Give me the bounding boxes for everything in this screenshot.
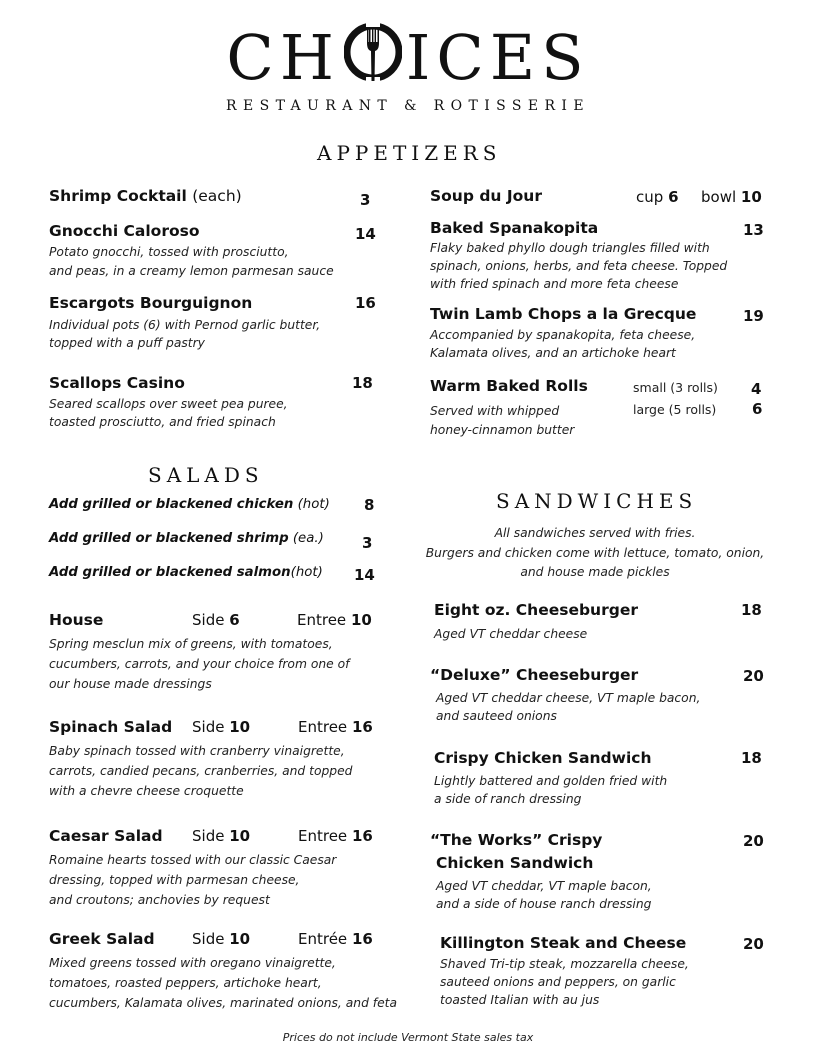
sandwiches-heading: SANDWICHES <box>496 489 698 513</box>
spanakopita-name: Baked Spanakopita <box>430 219 599 237</box>
deluxe-desc-1: Aged VT cheddar cheese, VT maple bacon, <box>436 691 701 705</box>
gnocchi-desc-1: Potato gnocchi, tossed with prosciutto, <box>49 245 289 259</box>
crispy-chicken-name: Crispy Chicken Sandwich <box>434 749 652 767</box>
soup-cup: cup 6 <box>636 188 679 206</box>
caesar-side: Side 10 <box>192 827 251 845</box>
soup-cup-price: 6 <box>668 188 679 206</box>
scallops-desc-2: toasted prosciutto, and fried spinach <box>49 415 276 429</box>
addon-salmon-price: 14 <box>354 566 375 584</box>
addon-shrimp: Add grilled or blackened shrimp (ea.) <box>49 531 324 546</box>
lamb-chops-desc-2: Kalamata olives, and an artichoke heart <box>430 346 676 360</box>
crispy-chicken-desc-1: Lightly battered and golden fried with <box>434 774 668 788</box>
steak-cheese-name: Killington Steak and Cheese <box>440 934 687 952</box>
logo-text-start: CH <box>226 21 340 94</box>
house-desc-1: Spring mesclun mix of greens, with tomatoes, <box>49 637 333 651</box>
tax-footnote: Prices do not include Vermont State sales tax <box>282 1031 534 1044</box>
sandwiches-intro-3: and house made pickles <box>520 565 670 579</box>
logo-text-end: ICES <box>405 21 590 94</box>
rolls-small-label: small (3 rolls) <box>633 380 718 395</box>
steak-cheese-desc-1: Shaved Tri-tip steak, mozzarella cheese, <box>440 957 689 971</box>
spinach-side-price: 10 <box>229 718 251 736</box>
salads-heading: SALADS <box>148 463 264 487</box>
house-side-price: 6 <box>229 611 240 629</box>
spanakopita-price: 13 <box>743 221 764 239</box>
scallops-desc-1: Seared scallops over sweet pea puree, <box>49 397 288 411</box>
crispy-chicken-price: 18 <box>741 749 762 767</box>
spinach-desc-1: Baby spinach tossed with cranberry vinaigrette, <box>49 744 345 758</box>
spanakopita-desc-2: spinach, onions, herbs, and feta cheese. Topped <box>430 259 728 273</box>
house-desc-3: our house made dressings <box>49 677 212 691</box>
greek-side-price: 10 <box>229 930 251 948</box>
deluxe-name: “Deluxe” Cheeseburger <box>430 666 639 684</box>
rolls-small-price: 4 <box>751 380 762 398</box>
cheeseburger-name: Eight oz. Cheeseburger <box>434 601 638 619</box>
lamb-chops-name: Twin Lamb Chops a la Grecque <box>430 305 697 323</box>
lamb-chops-price: 19 <box>743 307 764 325</box>
greek-side: Side 10 <box>192 930 251 948</box>
gnocchi-desc-2: and peas, in a creamy lemon parmesan sauce <box>49 264 334 278</box>
soup-name: Soup du Jour <box>430 187 542 205</box>
deluxe-price: 20 <box>743 667 764 685</box>
soup-bowl: bowl 10 <box>701 188 762 206</box>
scallops-price: 18 <box>352 374 373 392</box>
greek-desc-3: cucumbers, Kalamata olives, marinated onions, and feta <box>49 996 398 1010</box>
cheeseburger-price: 18 <box>741 601 762 619</box>
house-entree-price: 10 <box>350 611 372 629</box>
spinach-desc-2: carrots, candied pecans, cranberries, and topped <box>49 764 353 778</box>
caesar-entree: Entree 16 <box>298 827 373 845</box>
shrimp-cocktail-name: Shrimp Cocktail (each) <box>49 187 242 205</box>
greek-entree-price: 16 <box>351 930 373 948</box>
sandwiches-intro-2: Burgers and chicken come with lettuce, tomato, onion, <box>425 546 765 560</box>
gnocchi-name: Gnocchi Caloroso <box>49 222 200 240</box>
shrimp-cocktail-note: (each) <box>192 187 242 205</box>
spanakopita-desc-3: with fried spinach and more feta cheese <box>430 277 679 291</box>
spinach-salad-name: Spinach Salad <box>49 718 173 736</box>
the-works-name-1: “The Works” Crispy <box>430 831 603 849</box>
house-desc-2: cucumbers, carrots, and your choice from one of <box>49 657 350 671</box>
soup-bowl-price: 10 <box>740 188 762 206</box>
scallops-name: Scallops Casino <box>49 374 185 392</box>
spinach-entree-price: 16 <box>351 718 373 736</box>
restaurant-logo <box>0 18 816 98</box>
the-works-desc-2: and a side of house ranch dressing <box>436 897 652 911</box>
spanakopita-desc-1: Flaky baked phyllo dough triangles filled with <box>430 241 710 255</box>
caesar-side-price: 10 <box>229 827 251 845</box>
addon-salmon: Add grilled or blackened salmon(hot) <box>49 565 323 580</box>
the-works-price: 20 <box>743 832 764 850</box>
lamb-chops-desc-1: Accompanied by spanakopita, feta cheese, <box>430 328 696 342</box>
addon-chicken: Add grilled or blackened chicken (hot) <box>49 497 330 512</box>
rolls-desc-2: honey-cinnamon butter <box>430 423 575 437</box>
addon-chicken-price: 8 <box>364 496 375 514</box>
greek-desc-2: tomatoes, roasted peppers, artichoke heart, <box>49 976 322 990</box>
caesar-salad-name: Caesar Salad <box>49 827 163 845</box>
the-works-name-2: Chicken Sandwich <box>436 854 594 872</box>
spinach-entree: Entree 16 <box>298 718 373 736</box>
steak-cheese-price: 20 <box>743 935 764 953</box>
rolls-large-label: large (5 rolls) <box>633 402 717 417</box>
caesar-desc-3: and croutons; anchovies by request <box>49 893 270 907</box>
greek-desc-1: Mixed greens tossed with oregano vinaigrette, <box>49 956 336 970</box>
addon-shrimp-price: 3 <box>362 534 373 552</box>
the-works-desc-1: Aged VT cheddar, VT maple bacon, <box>436 879 652 893</box>
crispy-chicken-desc-2: a side of ranch dressing <box>434 792 582 806</box>
steak-cheese-desc-2: sauteed onions and peppers, on garlic <box>440 975 676 989</box>
rolls-name: Warm Baked Rolls <box>430 377 588 395</box>
caesar-desc-2: dressing, topped with parmesan cheese, <box>49 873 300 887</box>
escargots-desc-1: Individual pots (6) with Pernod garlic butter, <box>49 318 321 332</box>
logo-subtitle: RESTAURANT & ROTISSERIE <box>226 98 590 114</box>
caesar-desc-1: Romaine hearts tossed with our classic Caesar <box>49 853 337 867</box>
escargots-name: Escargots Bourguignon <box>49 294 253 312</box>
appetizers-heading: APPETIZERS <box>317 141 502 165</box>
house-salad-name: House <box>49 611 104 629</box>
caesar-entree-price: 16 <box>351 827 373 845</box>
cheeseburger-desc-1: Aged VT cheddar cheese <box>434 627 588 641</box>
greek-entree: Entrée 16 <box>298 930 373 948</box>
steak-cheese-desc-3: toasted Italian with au jus <box>440 993 600 1007</box>
sandwiches-intro-1: All sandwiches served with fries. <box>494 526 696 540</box>
shrimp-cocktail-price: 3 <box>360 191 371 209</box>
fork-o-icon <box>344 23 402 81</box>
house-entree: Entree 10 <box>297 611 372 629</box>
greek-salad-name: Greek Salad <box>49 930 155 948</box>
spinach-side: Side 10 <box>192 718 251 736</box>
rolls-large-price: 6 <box>752 400 763 418</box>
escargots-desc-2: topped with a puff pastry <box>49 336 205 350</box>
escargots-price: 16 <box>355 294 376 312</box>
deluxe-desc-2: and sauteed onions <box>436 709 557 723</box>
gnocchi-price: 14 <box>355 225 376 243</box>
house-side: Side 6 <box>192 611 240 629</box>
spinach-desc-3: with a chevre cheese croquette <box>49 784 244 798</box>
rolls-desc-1: Served with whipped <box>430 404 560 418</box>
